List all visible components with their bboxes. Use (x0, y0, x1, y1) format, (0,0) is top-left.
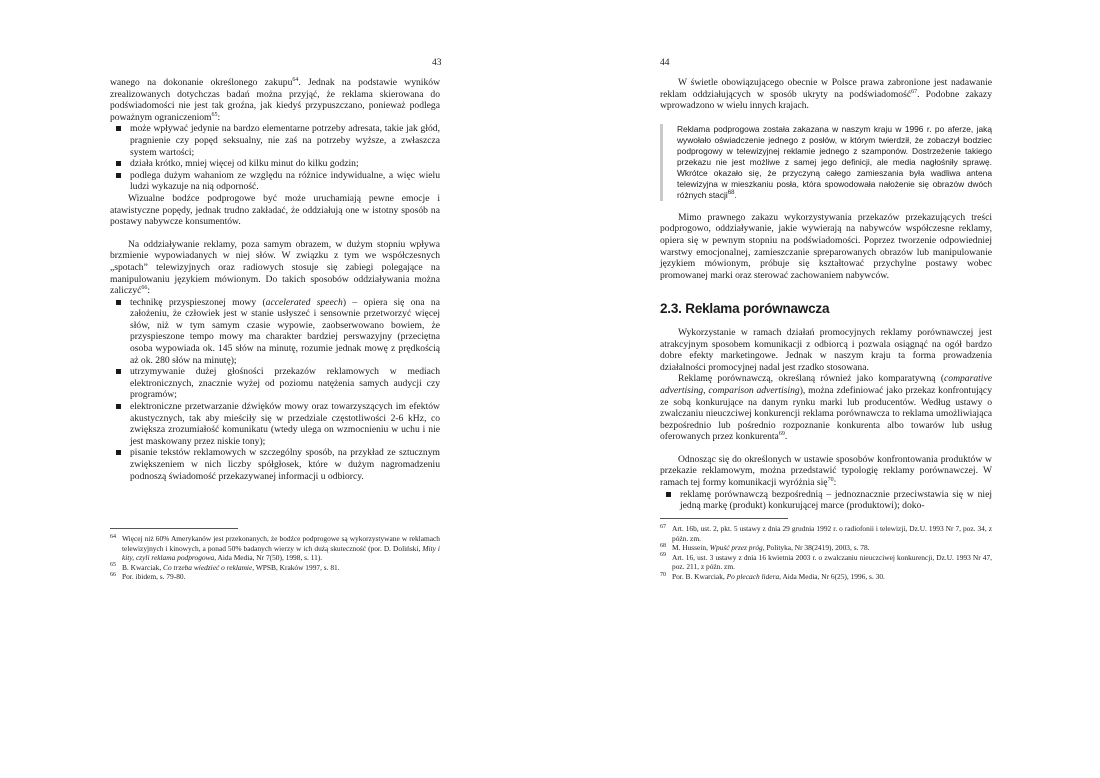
footnote: 67 Art. 16b, ust. 2, pkt. 5 ustawy z dnia 29 grudnia 1992 r. o radiofonii i telewizji, Dz.U. 1993 Nr 7, poz. 34, z późn. zm. (660, 523, 992, 543)
footnote: 69 Art. 16, ust. 3 ustawy z dnia 16 kwietnia 2003 r. o zwalczaniu nieuczciwej konkurencji, Dz.U. 1993 Nr 47, poz. 211, z późn. zm. (660, 552, 992, 572)
list-item: działa krótko, mniej więcej od kilku minut do kilku godzin; (130, 158, 440, 170)
footnotes (660, 518, 992, 582)
list-item: może wpływać jedynie na bardzo elementarne potrzeby adresata, takie jak głód, pragnienie czy popęd seksualny, nie zaś na potrzeby wyższe, a zwłaszcza system wartości; (130, 123, 440, 158)
footnote-ref[interactable]: 69 (778, 431, 785, 438)
paragraph: wanego na dokonanie określonego zakupu$^{64}$. Jednak na podstawie wyników zrealizowanych dotychczas badań można przyjąć, że reklama skierowana do podświadomości nie jest tak groźna, jak kiedyś przypuszczano, ponieważ podlega poważnym ograniczeniom$^{65}$: (110, 76, 440, 123)
footnote: 66 Por. ibidem, s. 79-80. (110, 571, 186, 582)
footnote: 70 Por. B. Kwarciak, Po plecach lidera, Aida Media, Nr 6(25), 1996, s. 30. (660, 571, 885, 581)
paragraph: Wykorzystanie w ramach działań promocyjnych reklamy porównawczej jest atrakcyjnym sposobem komunikacji z odbiorcą i pozwala osiągnąć na ogół bardzo dobre efekty marketingowe. Jednak w naszym kraju ta forma prowadzenia działalności promocyjnej nadal jest rzadko stosowana. (660, 326, 992, 373)
footnote: 65 B. Kwarciak, Co trzeba wiedzieć o reklamie, WPSB, Kraków 1997, s. 81. (110, 562, 340, 572)
footnote: 68 M. Hussein, Wpuść przez próg, Polityka, Nr 38(2419), 2003, s. 78. (660, 542, 870, 553)
paragraph: Wizualne bodźce podprogowe być może uruchamiają pewne emocje i atawistyczne popędy, jednak trudno zakładać, że oddziałują one w istotny sposób na postawy nabywcze konsumentów. (110, 192, 440, 228)
bullet-list (660, 489, 992, 512)
list-item: utrzymywanie dużej głośności przekazów reklamowych w mediach elektronicznych, znacznie wyżej od poziomu natężenia samych audycji czy programów; (130, 366, 440, 401)
right-page (550, 0, 1100, 778)
paragraph: Reklamę porównawczą, określaną również jako komparatywną (comparative advertising, comparison advertising), można zdefiniować jako przekaz konfrontujący ze sobą konkurujące na danym rynku marki lub producentów. Według ustawy o zwalczaniu nieuczciwej konkurencji reklama porównawcza to reklama umożliwiająca bezpośrednio lub pośrednio rozpoznanie konkurenta albo towarów lub usług oferowanych przez konkurenta$^{69}$. (660, 373, 992, 443)
footnote: 64 Więcej niż 60% Amerykanów jest przekonanych, że bodźce podprogowe są wykorzystywane w reklamach telewizyjnych i kinowych, a ponad 50% badanych wierzy w ich dużą skuteczność (por. D. Doliński, Mity i kity, czyli reklama podprogowa, Aida Media, Nr 7(50), 1998, s. 11). (110, 533, 440, 563)
square-bullet-icon (116, 404, 121, 409)
list-item: pisanie tekstów reklamowych w szczególny sposób, na przykład ze sztucznym zwiększeniem w nich liczby spółgłosek, które w dużym nagromadzeniu podnoszą świadomość przekazywanej informacji u odbiorcy. (130, 447, 440, 482)
page-number: 44 (660, 58, 670, 68)
square-bullet-icon (116, 126, 121, 131)
highlighted-quote: Reklama podprogowa została zakazana w naszym kraju w 1996 r. po aferze, jaką wywołało oświadczenie jednego z posłów, w którym twierdził, że zobaczył bodziec podprogowy w telewizyjnej reklamie jednego z szamponów. Dostrzeżenie takiego przekazu nie jest możliwe z samej jego definicji, ale media nagłośniły sprawę. Wkrótce okazało się, że przyczyną całego zamieszania była wadliwa antena telewizyjna w mieszkaniu posła, która spowodowała nałożenie się obrazów dwóch różnych stacji$^{68}$. (660, 124, 992, 201)
footnote-ref[interactable]: 70 (827, 476, 834, 483)
square-bullet-icon (116, 173, 121, 178)
footnote-ref[interactable]: 65 (211, 111, 218, 118)
paragraph: Na oddziaływanie reklamy, poza samym obrazem, w dużym stopniu wpływa brzmienie wypowiadanych w niej słów. W związku z tym we współczesnych „spotach” telewizyjnych oraz radiowych stosuje się zabiegi polegające na manipulowaniu językiem mówionym. Do takich sposobów oddziaływania można zaliczyć$^{66}$: (110, 238, 440, 297)
footnote-divider (110, 528, 238, 529)
section-title: 2.3. Reklama porównawcza (660, 301, 830, 317)
footnote-ref[interactable]: 68 (727, 189, 735, 196)
right-body (660, 77, 992, 512)
page-number: 43 (432, 58, 442, 68)
footnote-ref[interactable]: 64 (292, 76, 299, 83)
bullet-list (110, 297, 440, 483)
bullet-list (110, 123, 440, 193)
list-item: reklamę porównawczą bezpośrednią – jednoznacznie przeciwstawia się w niej jedną markę (produkt) konkurującej marce (produktowi); doko- (680, 489, 992, 512)
footnote-ref[interactable]: 66 (141, 284, 148, 291)
list-item: technikę przyspieszonej mowy (accelerated speech) – opiera się ona na założeniu, że człowiek jest w stanie usłyszeć i sensownie przetworzyć więcej słów, niż w tym samym czasie wypowie, zaobserwowano bowiem, że przyspieszone tempo mowy ma charakter bardziej perswazyjny (przeciętna osoba wypowiada ok. 145 słów na minutę, rozumie jednak mowę z prędkością aż ok. 280 słów na minutę); (130, 297, 440, 367)
footnotes (110, 528, 440, 582)
paragraph: Odnosząc się do określonych w ustawie sposobów konfrontowania produktów w przekazie reklamowym, można przedstawić typologię reklamy porównawczej. W ramach tej formy komunikacji wyróżnia się$^{70}$: (660, 453, 992, 489)
footnote-ref[interactable]: 67 (911, 88, 918, 95)
square-bullet-icon (116, 161, 121, 166)
square-bullet-icon (666, 492, 671, 497)
paragraph: W świetle obowiązującego obecnie w Polsce prawa zabronione jest nadawanie reklam oddziałujących w sposób ukryty na podświadomość$^{67}$. Podobne zakazy wprowadzono w wielu innych krajach. (660, 77, 992, 112)
paragraph: Mimo prawnego zakazu wykorzystywania przekazów przekazujących treści podprogowo, oddziaływanie, jakie wywierają na nabywców współczesne reklamy, opiera się w pewnym stopniu na podświadomości. Poprzez tworzenie odpowiedniej warstwy emocjonalnej, zamieszczanie spreparowanych obrazów lub manipulowanie językiem mówionym, próbuje się kształtować przychylne postawy wobec promowanej marki oraz sterować zachowaniem nabywców. (660, 211, 992, 281)
square-bullet-icon (116, 450, 121, 455)
list-item: podlega dużym wahaniom ze względu na różnice indywidualne, a więc wielu ludzi wykazuje na nią odporność. (130, 170, 440, 193)
square-bullet-icon (116, 300, 121, 305)
footnote-divider (660, 518, 788, 519)
list-item: elektroniczne przetwarzanie dźwięków mowy oraz towarzyszących im efektów akustycznych, tak aby mieściły się w przedziale częstotliwości 2-6 kHz, co zwiększa zrozumiałość komunikatu (wtedy ulega on wzmocnieniu w uchu i nie jest maskowany przez niskie tony); (130, 401, 440, 447)
left-body (110, 77, 440, 482)
square-bullet-icon (116, 369, 121, 374)
